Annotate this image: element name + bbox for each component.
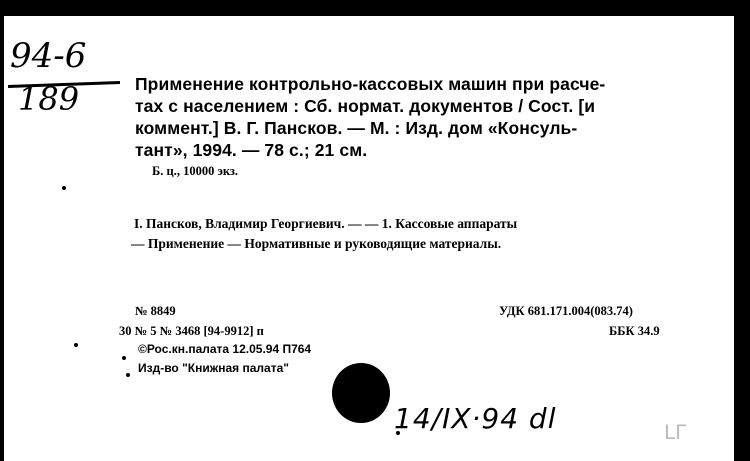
speck bbox=[122, 356, 126, 360]
entry-line-4: тант», 1994. — 78 с.; 21 см. bbox=[135, 140, 368, 160]
call-number-top: 94-6 bbox=[10, 36, 87, 76]
price-print-run: Б. ц., 10000 экз. bbox=[152, 164, 239, 178]
bbk-code: ББК 34.9 bbox=[609, 324, 660, 338]
speck bbox=[126, 373, 130, 377]
tracing-line-2: — Применение — Нормативные и руководящие материалы. bbox=[131, 236, 502, 251]
speck bbox=[74, 343, 78, 347]
registration-line-2: 30 № 5 № 3468 [94-9912] п bbox=[119, 324, 264, 338]
entry-line-1: Применение контрольно-кассовых машин при расче- bbox=[135, 74, 606, 94]
registration-number: № 8849 bbox=[135, 304, 176, 318]
handwritten-mark: ᒪᒥ bbox=[664, 420, 687, 444]
tracing-line-1: I. Пансков, Владимир Георгиевич. — — 1. Кассовые аппараты bbox=[134, 216, 518, 231]
entry-line-3: коммент.] В. Г. Пансков. — М. : Изд. дом «Консуль- bbox=[135, 118, 578, 138]
publisher-line: Изд-во "Книжная палата" bbox=[138, 361, 289, 375]
copyright-line: ©Рос.кн.палата 12.05.94 П764 bbox=[138, 342, 312, 356]
entry-line-2: тах с населением : Сб. нормат. документов / Сост. [и bbox=[135, 96, 596, 116]
call-number-bottom: 189 bbox=[18, 80, 80, 118]
handwritten-date-note: 14/IX·94 dl bbox=[394, 402, 557, 435]
ink-blot bbox=[332, 363, 390, 423]
catalog-card bbox=[4, 16, 734, 461]
udk-code: УДК 681.171.004(083.74) bbox=[499, 304, 633, 318]
speck bbox=[62, 186, 66, 190]
